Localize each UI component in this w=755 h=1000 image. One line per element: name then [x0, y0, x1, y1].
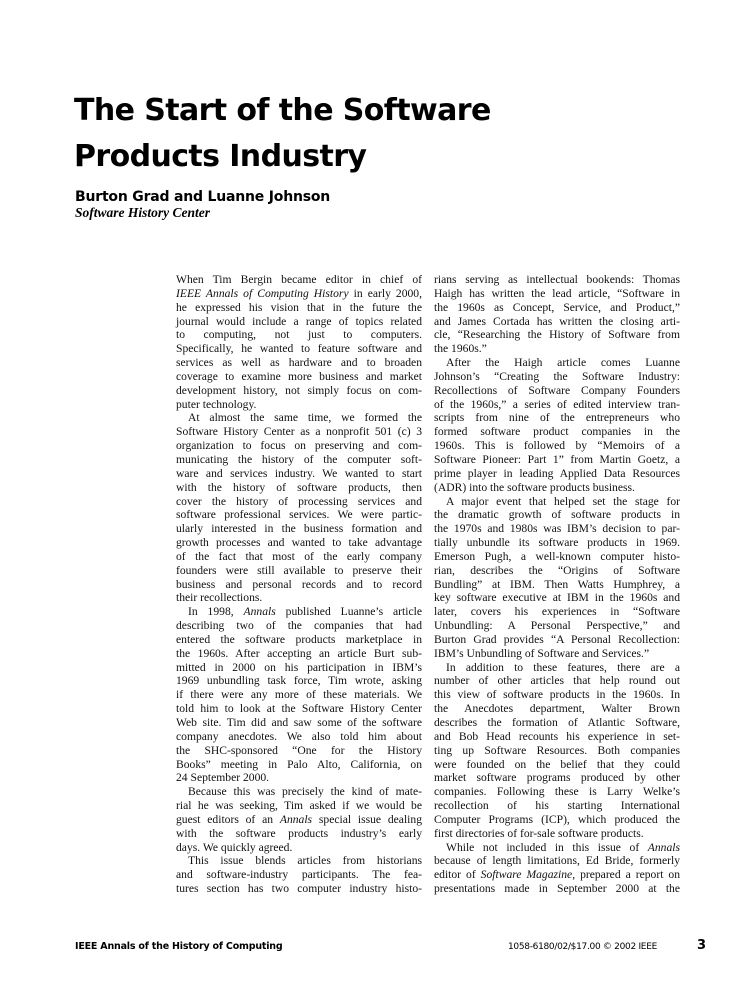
text-line: growth processes and wanted to take advantage — [176, 536, 422, 550]
text-line: Johnson’s “Creating the Software Industry: — [434, 369, 680, 383]
text-line: Software History Center as a nonprofit 501 (c) 3 — [176, 425, 422, 439]
text-line: mitted in 2000 on his participation in IBM’s — [176, 660, 422, 674]
text-line: their recollections. — [176, 591, 263, 605]
text-line: were founded on the belief that they could — [434, 757, 680, 771]
text-line: While not included in this issue of Annals — [446, 840, 680, 854]
text-line: ware and services industry. We wanted to start — [176, 466, 422, 480]
text-line: number of other articles that help round out — [434, 674, 680, 688]
text-line: and software-industry participants. The fea- — [176, 868, 422, 882]
text-line: organization to focus on preserving and com- — [176, 439, 422, 453]
text-line: ularly interested in the business formation and — [176, 522, 422, 536]
text-line: A major event that helped set the stage for — [446, 494, 680, 508]
text-line: Specifically, he wanted to feature software and — [176, 342, 422, 356]
text-line: recollection of his starting International — [434, 799, 680, 813]
text-line: services as well as hardware and to broaden — [176, 356, 422, 370]
text-line: if there were any more of these materials. We — [176, 688, 422, 702]
text-line: of the fact that most of the early company — [176, 549, 422, 563]
title-line-2: Products Industry — [74, 139, 367, 174]
text-line: coverage to examine more business and market — [176, 369, 422, 383]
text-line: In 1998, Annals published Luanne’s article — [188, 605, 422, 619]
text-line: municating the history of the computer soft- — [176, 452, 422, 466]
footer-journal-name: IEEE Annals of the History of Computing — [75, 941, 283, 952]
text-line: 1969 unbundling task force, Tim wrote, asking — [176, 674, 422, 688]
body-column-right — [434, 273, 680, 896]
text-line: software professional services. We were partic- — [176, 508, 422, 522]
text-line: market software programs produced by other — [434, 771, 680, 785]
text-line: rian, describes the “Origins of Software — [434, 563, 680, 577]
text-line: the SHC-sponsored “One for the History — [176, 743, 422, 757]
text-line: with the software products industry’s early — [176, 826, 422, 840]
text-line: 24 September 2000. — [176, 771, 270, 785]
article-title — [74, 88, 594, 180]
text-line: development history, not simply focus on com- — [176, 383, 422, 397]
title-line-1: The Start of the Software — [74, 93, 491, 128]
text-line: because of length limitations, Ed Bride, formerly — [434, 854, 680, 868]
text-line: with the history of software products, then — [176, 480, 422, 494]
text-line: later, covers his experiences in “Software — [434, 605, 680, 619]
text-line: formed software product companies in the — [434, 425, 680, 439]
text-line: Bundling” at IBM. Then Watts Humphrey, a — [434, 577, 680, 591]
text-line: key software executive at IBM in the 1960s and — [434, 591, 680, 605]
text-line: the 1960s. After accepting an article Burt sub- — [176, 646, 422, 660]
italic-title: Annals — [279, 812, 313, 826]
text-line: of the 1960s,” a series of edited interview tran- — [434, 397, 680, 411]
page-number: 3 — [697, 938, 707, 953]
text-line: cle, “Researching the History of Software from — [434, 328, 680, 342]
text-line: At almost the same time, we formed the — [188, 411, 422, 425]
text-line: ting up Software Resources. Both companies — [434, 743, 680, 757]
text-line: the 1970s and 1980s was IBM’s decision to par- — [434, 522, 680, 536]
article-authors: Burton Grad and Luanne Johnson — [75, 189, 331, 205]
text-line: and Bob Head recounts his experience in set- — [434, 729, 680, 743]
text-line: prime player in leading Applied Data Resources — [434, 466, 680, 480]
text-line: companies. Following these is Larry Welke’s — [434, 785, 680, 799]
text-line: Software Pioneer: Part 1” from Martin Goetz, a — [434, 452, 680, 466]
text-line: he expressed his vision that in the future the — [176, 300, 422, 314]
text-line: tures section has two computer industry histo- — [176, 882, 422, 896]
italic-title: Annals — [243, 605, 276, 619]
text-line: Computer Programs (ICP), which produced the — [434, 812, 680, 826]
text-line: editor of Software Magazine, prepared a report on — [434, 868, 680, 882]
text-line: Books” meeting in Palo Alto, California, on — [176, 757, 422, 771]
text-line: founders were still available to preserve their — [176, 563, 422, 577]
italic-title: Software Magazine — [480, 868, 573, 882]
text-line: This issue blends articles from historians — [188, 854, 422, 868]
text-line: Recollections of Software Company Founders — [434, 383, 680, 397]
text-line: Haigh has written the lead article, “Software in — [434, 286, 680, 300]
text-line: cover the history of processing services and — [176, 494, 422, 508]
text-line: IBM’s Unbundling of Software and Services.” — [434, 646, 650, 660]
text-line: puter technology. — [176, 397, 257, 411]
author-affiliation: Software History Center — [75, 205, 211, 220]
text-line: describing two of the companies that had — [176, 619, 422, 633]
text-line: the 1960s.” — [434, 342, 487, 356]
text-line: rians serving as intellectual bookends: Thomas — [434, 273, 680, 286]
italic-title: IEEE Annals of Computing History — [176, 286, 349, 300]
text-line: this view of software products in the 1960s. In — [434, 688, 680, 702]
text-line: Because this was precisely the kind of mate- — [188, 785, 422, 799]
text-line: scripts from nine of the entrepreneurs who — [434, 411, 680, 425]
text-line: IEEE Annals of Computing History in early 2000, — [176, 286, 422, 300]
text-line: first directories of for-sale software products. — [434, 826, 644, 840]
text-line: (ADR) into the software products business. — [434, 480, 635, 494]
text-line: and James Cortada has written the closing arti- — [434, 314, 680, 328]
text-line: business and personal records and to record — [176, 577, 422, 591]
text-line: entered the software products marketplace in — [176, 632, 422, 646]
text-line: 1960s. This is followed by “Memoirs of a — [434, 439, 680, 453]
text-line: the dramatic growth of software products in — [434, 508, 680, 522]
text-line: presentations made in September 2000 at the — [434, 882, 680, 896]
italic-title: Annals — [647, 840, 680, 854]
text-line: When Tim Bergin became editor in chief of — [176, 273, 422, 286]
text-line: days. We quickly agreed. — [176, 840, 293, 854]
body-column-left — [176, 273, 422, 896]
text-line: guest editors of an Annals special issue dealing — [176, 812, 422, 826]
text-line: company anecdotes. We also told him about — [176, 729, 422, 743]
text-line: describes the formation of Atlantic Software, — [434, 716, 680, 729]
text-line: After the Haigh article comes Luanne — [446, 356, 680, 370]
text-line: Burton Grad provides “A Personal Recollection: — [434, 632, 680, 646]
text-line: In addition to these features, there are a — [446, 660, 680, 674]
text-line: the Anecdotes department, Walter Brown — [434, 702, 680, 716]
text-line: Unbundling: A Personal Perspective,” and — [434, 619, 680, 633]
text-line: journal would include a range of topics related — [176, 314, 422, 328]
text-line: rial he was seeking, Tim asked if we would be — [176, 799, 422, 813]
text-line: Web site. Tim did and saw some of the software — [176, 716, 422, 729]
text-line: Emerson Pugh, a well-known computer histo- — [434, 549, 680, 563]
footer-copyright: 1058-6180/02/$17.00 © 2002 IEEE — [508, 942, 657, 952]
text-line: the 1960s as Concept, Service, and Product,” — [434, 300, 680, 314]
text-line: to computing, not just to computers. — [176, 328, 422, 342]
text-line: tially unbundle its software products in 1969. — [434, 536, 680, 550]
text-line: told him to look at the Software History Center — [176, 702, 422, 716]
